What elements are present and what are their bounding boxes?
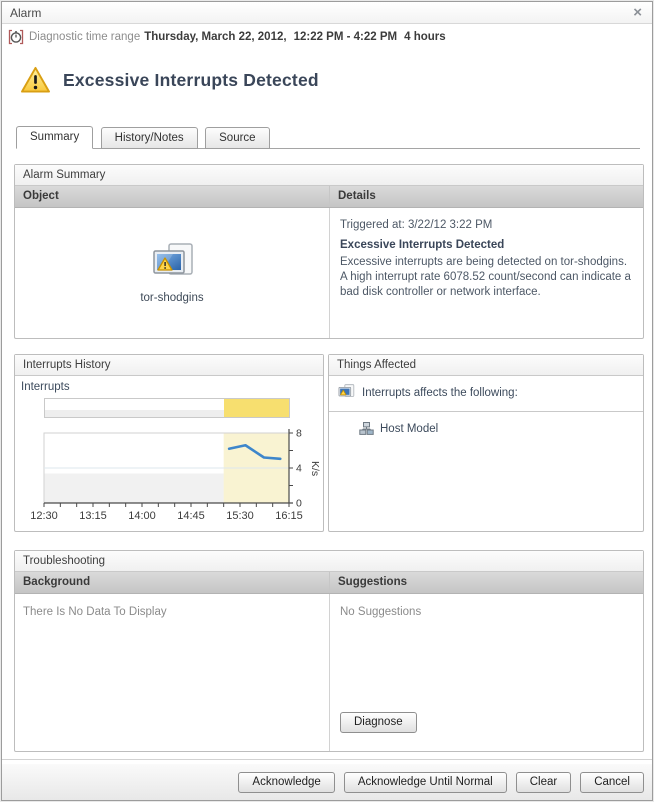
svg-text:15:30: 15:30: [226, 510, 254, 522]
tab-summary[interactable]: Summary: [16, 126, 93, 149]
alarm-dialog: [1, 1, 653, 801]
cancel-button[interactable]: Cancel: [580, 772, 644, 793]
title-bar: [2, 2, 652, 24]
alarm-summary-panel: [14, 164, 644, 339]
footer-button-bar: [2, 763, 652, 800]
things-affected-message: Interrupts affects the following:: [362, 386, 518, 399]
model-stack-icon: [359, 422, 374, 436]
suggestions-empty-text: No Suggestions: [340, 606, 422, 618]
interrupts-line-chart: [30, 427, 340, 533]
object-column-header: Object: [23, 190, 59, 202]
affected-item-host-model[interactable]: [359, 422, 438, 436]
acknowledge-button[interactable]: Acknowledge: [238, 772, 334, 793]
suggestions-cell: [329, 594, 643, 751]
background-empty-text: There Is No Data To Display: [23, 606, 167, 618]
interrupts-history-panel: [14, 354, 324, 532]
object-name[interactable]: tor-shodgins: [140, 291, 204, 304]
diagnostic-time-range: Diagnostic time range Thursday, March 22, 2012 , 12:22 PM - 4:22 PM 4 hours: [8, 28, 446, 46]
alarm-summary-title: Alarm Summary: [15, 165, 643, 186]
svg-text:8: 8: [296, 427, 302, 440]
alarm-summary-column-headers: [15, 186, 643, 208]
y-axis-unit-label: K/s: [309, 461, 321, 477]
things-affected-panel: [328, 354, 644, 532]
svg-text:0: 0: [296, 497, 302, 510]
footer-divider: [2, 759, 652, 760]
svg-text:12:30: 12:30: [30, 510, 58, 522]
time-range-duration: 4 hours: [404, 31, 446, 43]
troubleshooting-column-headers: [15, 572, 643, 594]
troubleshooting-body: [15, 594, 643, 751]
clear-button[interactable]: Clear: [516, 772, 571, 793]
host-warning-small-icon: [337, 384, 355, 401]
alarm-details-cell: [329, 208, 643, 338]
divider: [329, 411, 643, 412]
svg-text:14:00: 14:00: [128, 510, 156, 522]
time-range-label: Diagnostic time range: [29, 31, 141, 43]
clock-in-brackets-icon: [8, 29, 24, 45]
things-affected-title: Things Affected: [329, 355, 643, 376]
metric-label: Interrupts: [21, 381, 70, 393]
svg-text:4: 4: [296, 462, 302, 475]
things-affected-message-row: [337, 384, 518, 401]
tab-history-notes[interactable]: History/Notes: [101, 127, 198, 149]
close-icon[interactable]: ×: [633, 4, 642, 21]
alarm-object-cell: [15, 208, 329, 338]
background-cell: [15, 594, 329, 751]
svg-text:13:15: 13:15: [79, 510, 107, 522]
alert-title: Excessive Interrupts Detected: [63, 69, 319, 90]
suggestions-column-header: Suggestions: [329, 572, 643, 593]
host-warning-icon: [149, 243, 195, 285]
details-heading: Excessive Interrupts Detected: [340, 239, 505, 251]
troubleshooting-title: Troubleshooting: [15, 551, 643, 572]
diagnose-button[interactable]: Diagnose: [340, 712, 417, 733]
time-range-date: Thursday, March 22, 2012: [144, 31, 284, 43]
timeline-strip-highlight: [224, 399, 289, 417]
background-column-header: Background: [23, 576, 91, 588]
window-title: Alarm: [10, 6, 42, 20]
triggered-at-text: Triggered at: 3/22/12 3:22 PM: [340, 219, 493, 231]
details-column-header: Details: [329, 186, 643, 207]
time-range-time: 12:22 PM - 4:22 PM: [293, 31, 398, 43]
interrupts-history-title: Interrupts History: [15, 355, 323, 376]
tab-source[interactable]: Source: [205, 127, 269, 149]
troubleshooting-panel: [14, 550, 644, 752]
timeline-strip[interactable]: [44, 398, 290, 418]
warning-triangle-icon: [20, 66, 51, 94]
svg-text:16:15: 16:15: [275, 510, 303, 522]
acknowledge-until-normal-button[interactable]: Acknowledge Until Normal: [344, 772, 507, 793]
details-description: Excessive interrupts are being detected on tor-shodgins. A high interrupt rate 6078.52 count/second can indicate a bad disk controller or network interface.: [340, 256, 631, 299]
alert-header: [20, 66, 319, 94]
svg-text:14:45: 14:45: [177, 510, 205, 522]
tab-strip: [16, 126, 640, 149]
alarm-summary-body: [15, 208, 643, 338]
affected-item-label: Host Model: [380, 423, 439, 435]
